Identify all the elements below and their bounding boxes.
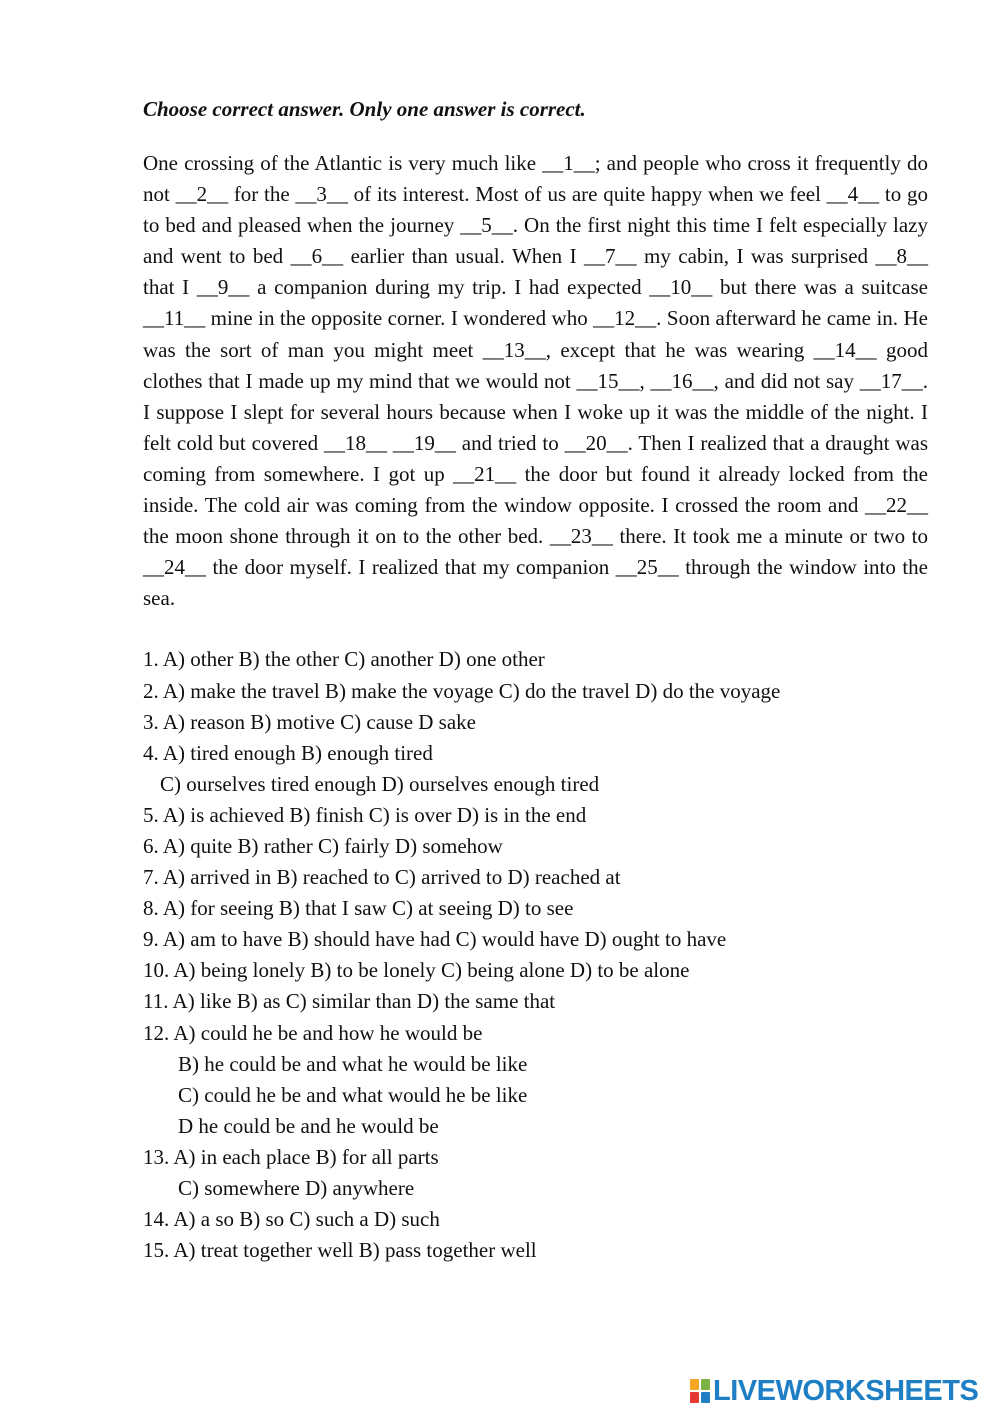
- question-options-line: 8. A) for seeing B) that I saw C) at seeing D) to see: [143, 896, 574, 921]
- question-options-continuation: C) ourselves tired enough D) ourselves enough tired: [160, 771, 600, 796]
- logo-square-4: [701, 1392, 710, 1403]
- question-item: [143, 800, 928, 831]
- logo-square-2: [701, 1379, 710, 1390]
- question-item: [143, 955, 928, 986]
- question-options-line: 11. A) like B) as C) similar than D) the same that: [143, 989, 556, 1014]
- logo-square-3: [690, 1392, 699, 1403]
- question-options-line: 2. A) make the travel B) make the voyage C) do the travel D) do the voyage: [143, 678, 781, 703]
- question-item: [143, 676, 928, 707]
- liveworksheets-logo[interactable]: [690, 1374, 978, 1408]
- liveworksheets-logo-icon: [690, 1379, 710, 1403]
- question-options-line: 6. A) quite B) rather C) fairly D) somehow: [143, 833, 503, 858]
- question-options-line: 1. A) other B) the other C) another D) one other: [143, 647, 545, 672]
- question-item: [143, 644, 928, 675]
- question-item: [143, 1204, 928, 1235]
- question-item: [143, 738, 928, 800]
- question-options-line: 13. A) in each place B) for all parts: [143, 1144, 439, 1169]
- question-item: [143, 862, 928, 893]
- worksheet-page: [143, 94, 928, 1266]
- question-options-continuation: D he could be and he would be: [178, 1113, 439, 1138]
- question-options-line: 10. A) being lonely B) to be lonely C) being alone D) to be alone: [143, 958, 690, 983]
- question-item: [143, 893, 928, 924]
- question-item: [143, 707, 928, 738]
- question-options-line: 15. A) treat together well B) pass together well: [143, 1238, 537, 1263]
- instruction-heading: Choose correct answer. Only one answer is correct.: [143, 97, 586, 121]
- question-item: [143, 1142, 928, 1204]
- question-item: [143, 924, 928, 955]
- question-item: [143, 1235, 928, 1266]
- question-list: [143, 644, 928, 1266]
- question-options-line: 5. A) is achieved B) finish C) is over D) is in the end: [143, 802, 587, 827]
- question-options-line: 3. A) reason B) motive C) cause D sake: [143, 709, 476, 734]
- logo-square-1: [690, 1379, 699, 1390]
- question-options-line: 9. A) am to have B) should have had C) would have D) ought to have: [143, 927, 727, 952]
- question-options-continuation: C) could he be and what would he be like: [178, 1082, 528, 1107]
- question-options-continuation: B) he could be and what he would be like: [178, 1051, 528, 1076]
- question-options-line: 4. A) tired enough B) enough tired: [143, 740, 433, 765]
- question-item: [143, 986, 928, 1017]
- question-options-line: 14. A) a so B) so C) such a D) such: [143, 1207, 440, 1232]
- question-options-line: 12. A) could he be and how he would be: [143, 1020, 483, 1045]
- logo-text: LIVEWORKSHEETS: [713, 1375, 979, 1407]
- question-options-continuation: C) somewhere D) anywhere: [178, 1176, 415, 1200]
- question-item: [143, 1018, 928, 1142]
- question-item: [143, 831, 928, 862]
- reading-passage: One crossing of the Atlantic is very much like __1__; and people who cross it frequently do not __2__ for the __3__ of its interest. Most of us are quite happy when we feel __4__ to go to bed and pleased when the journey __5__. On the first night this time I felt especially lazy and went to bed __6__ earlier than usual. When I __7__ my cabin, I was surprised __8__ that I __9__ a companion during my trip. I had expected __10__ but there was a suitcase __11__ mine in the opposite corner. I wondered who __12__. Soon afterward he came in. He was the sort of man you might meet __13__, except that he was wearing __14__ good clothes that I made up my mind that we would not __15__, __16__, and did not say __17__. I suppose I slept for several hours because when I woke up it was the middle of the night. I felt cold but covered __18__ __19__ and tried to __20__. Then I realized that a draught was coming from somewhere. I got up __21__ the door but found it already locked from the inside. The cold air was coming from the window opposite. I crossed the room and __22__ the moon shone through it on to the other bed. __23__ there. It took me a minute or two to __24__ the door myself. I realized that my companion __25__ through the window into the sea.: [143, 151, 928, 611]
- question-options-line: 7. A) arrived in B) reached to C) arrived to D) reached at: [143, 865, 621, 890]
